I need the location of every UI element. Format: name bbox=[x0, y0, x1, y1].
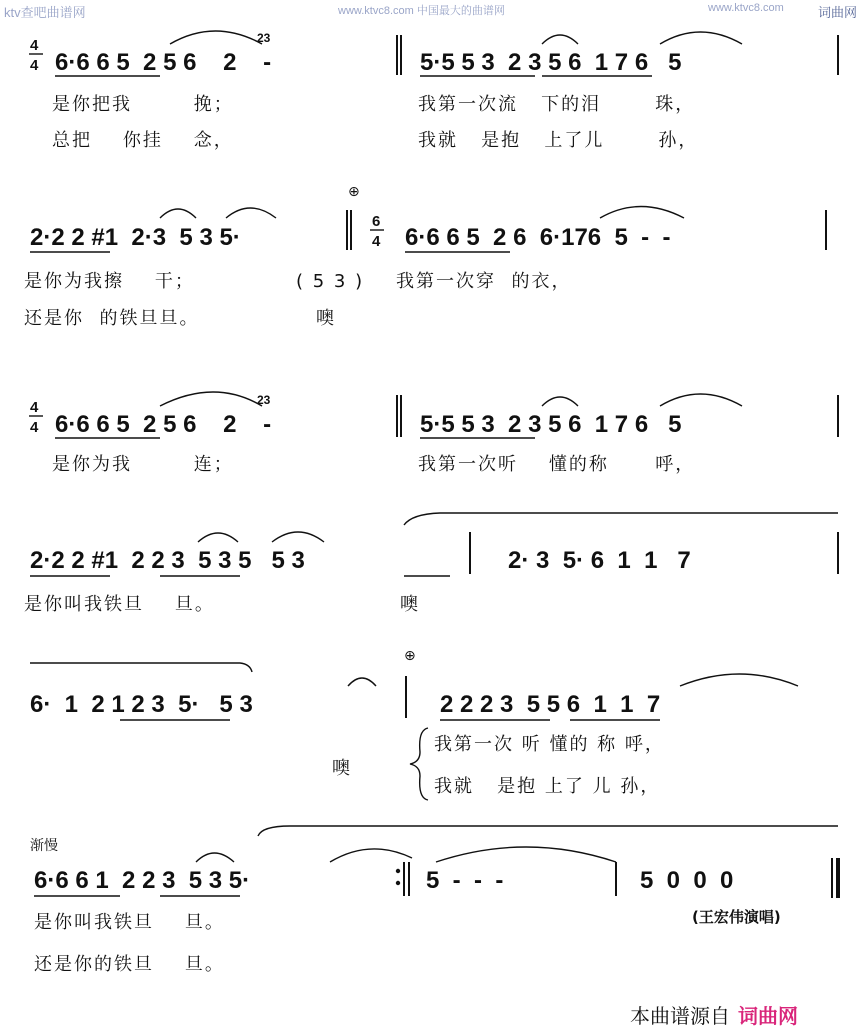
row-1-lyric-b1: 我第一次流 下的泪 珠， bbox=[418, 94, 696, 115]
row-3-notes-a: 6·6 6 5 2 5 6 2 - bbox=[55, 411, 272, 438]
row-4 bbox=[24, 513, 838, 615]
footer-brand[interactable]: 词曲网 bbox=[738, 1004, 798, 1028]
row-5-lyric-b1: 我第一次 听 懂的 称 呼， bbox=[434, 734, 665, 755]
row-5-notes-a: 6· 1 2 1 2 3 5· 5 3 bbox=[30, 691, 253, 718]
tempo-marking: 渐慢 bbox=[30, 838, 58, 854]
watermark-center: www.ktvc8.com 中国最大的曲谱网 bbox=[338, 5, 505, 17]
row-6-notes-b: 5 - - - bbox=[426, 867, 504, 894]
watermark-right-brand: 词曲网 bbox=[818, 5, 858, 20]
row-4-notes-b: 2· 3 5· 6 1 1 7 bbox=[508, 547, 691, 574]
time-sig-top-2: 4 bbox=[30, 399, 39, 416]
segno-mark-1: ⊕ bbox=[348, 184, 360, 200]
row-6 bbox=[30, 826, 838, 975]
segno-mark-2: ⊕ bbox=[404, 648, 416, 664]
time-sig-top: 4 bbox=[30, 37, 39, 54]
row-4-lyric-2: 噢 bbox=[400, 594, 420, 615]
row-2 bbox=[24, 184, 826, 329]
row-1-grace: 23 bbox=[257, 31, 271, 45]
row-2-lyric-2: 还是你 的铁旦旦。 bbox=[24, 308, 200, 329]
row-3-grace: 23 bbox=[257, 393, 271, 407]
row-5 bbox=[30, 648, 798, 800]
row-6-notes-c: 5 0 0 0 bbox=[640, 867, 734, 894]
row-5-lyric-b2: 我就 是抱 上了 儿 孙， bbox=[434, 776, 661, 797]
row-2-lyric-b2: 噢 bbox=[316, 308, 336, 329]
row-3 bbox=[29, 392, 838, 475]
footer-source bbox=[630, 1000, 798, 1029]
watermark-left: ktv查吧曲谱网 bbox=[4, 5, 86, 20]
row-4-lyric-1: 是你叫我铁旦 旦。 bbox=[24, 594, 215, 615]
row-3-lyric-b1: 我第一次听 懂的称 呼， bbox=[418, 454, 696, 475]
watermark-right: www.ktvc8.com bbox=[708, 2, 784, 14]
time-sig-b-bottom: 4 bbox=[372, 233, 381, 250]
row-1-lyric-1: 是你把我 挽； bbox=[52, 94, 234, 115]
footer-source-text: 本曲谱源自 bbox=[630, 1004, 730, 1028]
row-5-notes-b: 2 2 2 3 5 5 6 1 1 7 bbox=[440, 691, 661, 718]
time-sig-b-top: 6 bbox=[372, 213, 381, 230]
row-1-notes-a: 6·6 6 5 2 5 6 2 - bbox=[55, 49, 272, 76]
row-6-lyric-2: 还是你的铁旦 旦。 bbox=[34, 954, 225, 975]
row-3-notes-b: 5·5 5 3 2 3 5 6 1 7 6 5 bbox=[420, 411, 682, 438]
row-6-notes-a: 6·6 6 1 2 2 3 5 3 5· bbox=[34, 867, 251, 894]
row-1 bbox=[29, 31, 838, 151]
time-sig-bottom: 4 bbox=[30, 57, 39, 74]
row-1-lyric-2: 总把 你挂 念， bbox=[52, 130, 234, 151]
row-5-lyric-1: 噢 bbox=[332, 758, 352, 779]
row-3-lyric-1: 是你为我 连； bbox=[52, 454, 234, 475]
row-1-lyric-b2: 我就 是抱 上了儿 孙， bbox=[418, 130, 699, 151]
row-2-lyric-b1: 我第一次穿 的衣， bbox=[396, 271, 572, 292]
row-2-paren: ( 5 3 ) bbox=[296, 271, 365, 292]
row-1-notes-b: 5·5 5 3 2 3 5 6 1 7 6 5 bbox=[420, 49, 682, 76]
row-6-lyric-1: 是你叫我铁旦 旦。 bbox=[34, 912, 225, 933]
row-4-notes-a: 2·2 2 #1 2 2 3 5 3 5 5 3 bbox=[30, 547, 305, 574]
row-2-notes-b: 6·6 6 5 2 6 6·176 5 - - bbox=[405, 224, 671, 251]
row-2-notes-a: 2·2 2 #1 2·3 5 3 5· bbox=[30, 224, 241, 251]
time-sig-bottom-2: 4 bbox=[30, 419, 39, 436]
row-2-lyric-1: 是你为我擦 干； bbox=[24, 271, 195, 292]
performer-credit: (王宏伟演唱) bbox=[692, 908, 781, 926]
